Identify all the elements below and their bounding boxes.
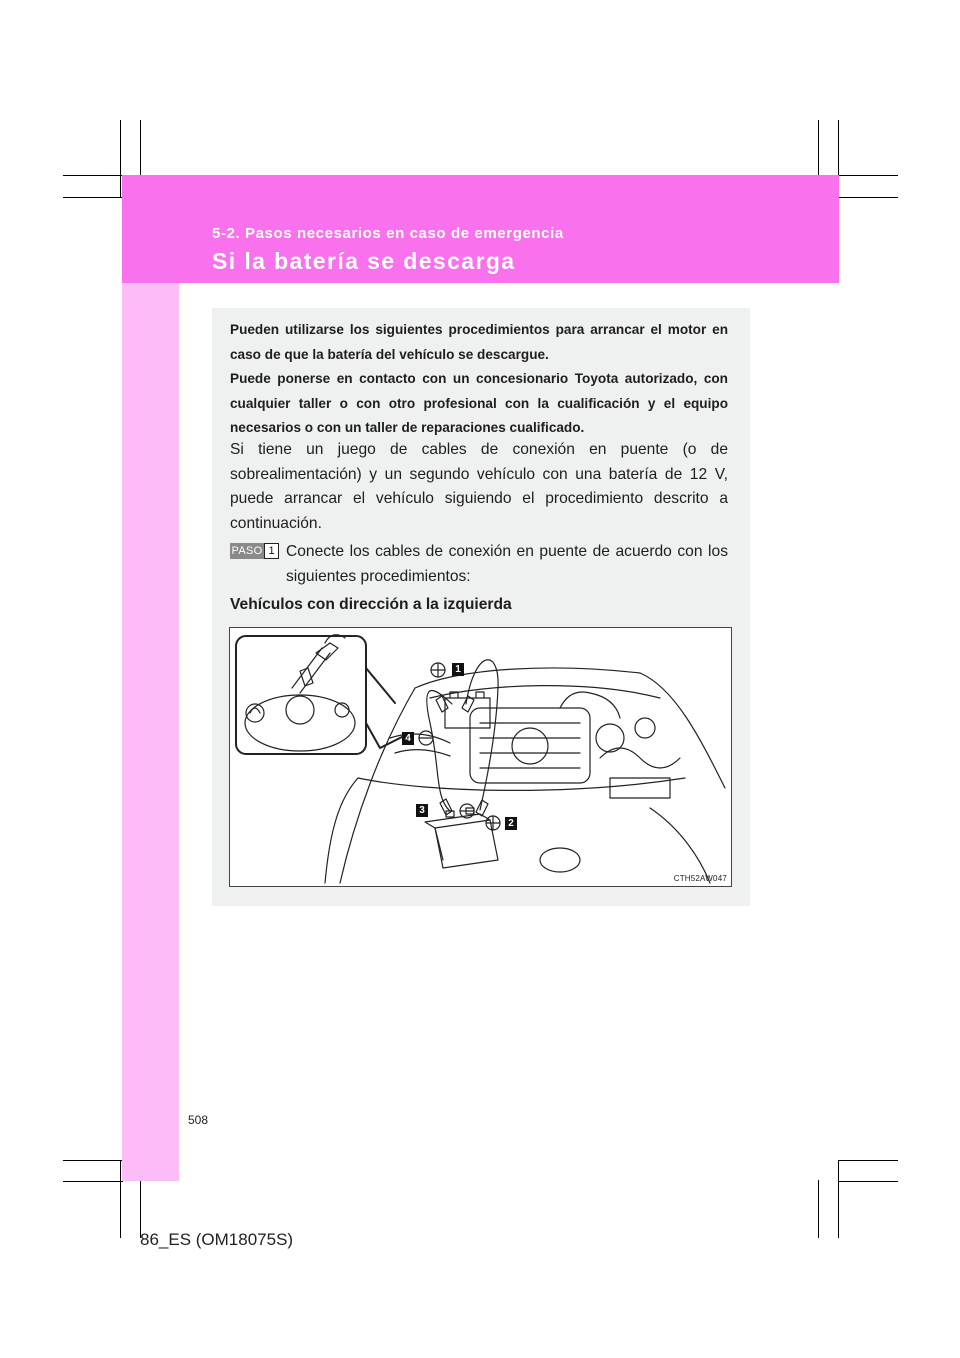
crop-mark [63, 197, 123, 198]
crop-mark [63, 1160, 123, 1161]
page-title: Si la batería se descarga [212, 248, 516, 274]
crop-mark [838, 175, 898, 176]
intro-text [230, 318, 728, 441]
step-text: Conecte los cables de conexión en puente de acuerdo con los siguientes procedimientos: [286, 543, 728, 585]
crop-mark [63, 1181, 123, 1182]
crop-mark [818, 1180, 819, 1238]
subheading: Vehículos con dirección a la izquierda [230, 596, 512, 613]
crop-mark [838, 1160, 839, 1238]
crop-mark [838, 1160, 898, 1161]
crop-mark [140, 120, 141, 178]
section-heading: 5-2. Pasos necesarios en caso de emergencia [212, 225, 564, 242]
page-number: 508 [188, 1113, 209, 1127]
main-paragraph: Si tiene un juego de cables de conexión en puente (o de sobrealimentación) y un segundo vehículo con una batería de 12 V, puede arrancar el vehículo siguiendo el procedimiento descrito a continuación. [230, 441, 728, 532]
crop-mark [120, 1160, 121, 1238]
crop-mark [63, 175, 123, 176]
step-badge-label: PASO [231, 545, 263, 557]
intro-paragraph: Puede ponerse en contacto con un concesionario Toyota autorizado, con cualquier taller o con otro profesional con la cualificación y el equipo necesarios o con un taller de reparaciones cualificado. [230, 371, 728, 435]
document-code: 86_ES (OM18075S) [140, 1230, 294, 1249]
step-1 [230, 540, 728, 589]
crop-mark [838, 197, 898, 198]
engine-bay-drawing [230, 628, 731, 886]
intro-paragraph: Pueden utilizarse los siguientes procedimientos para arrancar el motor en caso de que la batería del vehículo se descargue. [230, 322, 728, 362]
step-badge-number: 1 [264, 543, 279, 559]
side-color-band [122, 198, 179, 1181]
engine-bay-illustration [229, 627, 732, 887]
callout-1: 1 [452, 663, 464, 676]
figure-code: CTH52AW047 [673, 874, 727, 883]
step-badge [230, 543, 280, 559]
callout-3: 3 [416, 804, 428, 817]
crop-mark [838, 1181, 898, 1182]
callout-4: 4 [402, 732, 414, 745]
crop-mark [120, 120, 121, 198]
callout-2: 2 [505, 817, 517, 830]
crop-mark [818, 120, 819, 178]
